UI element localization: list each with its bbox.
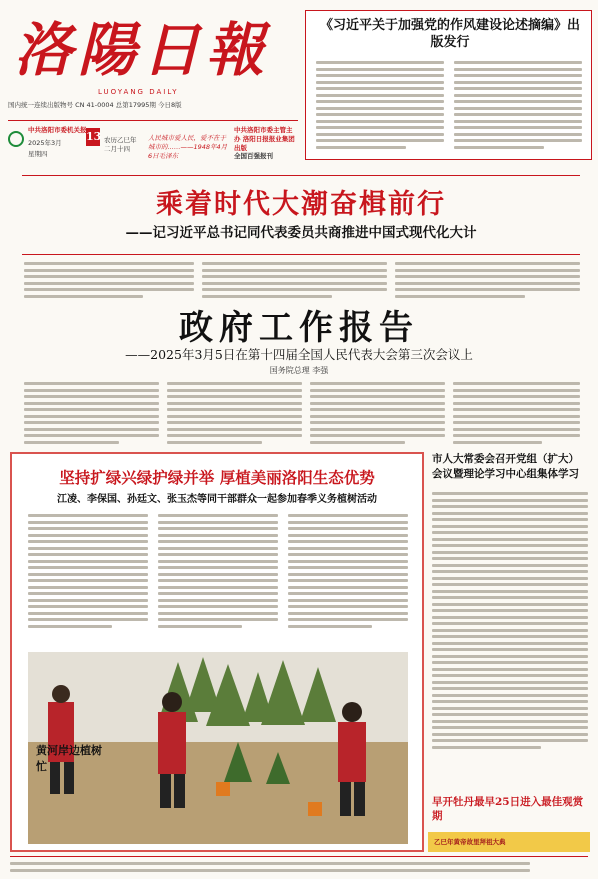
right-column [428,452,590,852]
main-headline-box[interactable] [22,175,580,255]
info-bar [8,120,298,162]
publisher-label: 中共洛阳市委机关报 [28,126,87,134]
eco-story-title[interactable]: 坚持扩绿兴绿护绿并举 厚植美丽洛阳生态优势 [59,468,375,487]
headline-text-col-1 [24,262,194,301]
gov-report-author: 国务院总理 李强 [269,366,329,375]
headline-text-col-3 [395,262,580,301]
gov-report-title[interactable]: 政府工作报告 [179,308,419,348]
peony-title[interactable]: 早开牡丹最早25日进入最佳观赏期 [432,796,584,822]
advertisement[interactable] [428,832,590,852]
headline-text-col-2 [202,262,387,301]
main-headline[interactable]: 乘着时代大潮奋楫前行 [156,189,446,220]
footer [10,856,588,876]
top-story-text-right [454,61,582,152]
photo-caption-title: 黄河岸边植树忙 [36,744,102,773]
gov-text-col-1 [24,382,159,447]
top-story-box[interactable] [305,10,592,160]
issue-year: 2025年3月 [28,139,62,147]
eco-text-col-3 [288,514,408,631]
gov-text-col-4 [453,382,580,447]
masthead [8,10,298,115]
newspaper-english-name: LUOYANG DAILY [98,88,179,96]
tree-planting-photo [28,652,408,844]
gov-text-col-2 [167,382,302,447]
lunar-date: 农历乙巳年 二月十四 [104,136,137,153]
issue-weekday: 星期四 [28,150,48,158]
photo-caption [36,742,106,774]
npc-meeting-text [432,492,588,752]
ad-text: 乙巳年黄帝故里拜祖大典 [434,838,506,846]
party-emblem-icon [8,131,24,147]
slogan: 人民城市爱人民，爱不在于城市的……——1948年4月6日毛泽东 [148,134,228,160]
service-unit: 中共洛阳市委主管主办 洛阳日报报业集团出版 [234,126,295,152]
publication-number: 国内统一连续出版物号 CN 41-0004 总第17995期 今日8版 [8,101,182,109]
eco-text-col-2 [158,514,278,631]
top-story-text-left [316,61,444,152]
gov-report-subtitle: ——2025年3月5日在第十四届全国人民代表大会第三次会议上 [125,347,473,362]
eco-story-box[interactable] [10,452,424,852]
newspaper-logo: 洛陽日報 [14,16,271,84]
main-headline-subtitle: ——记习近平总书记同代表委员共商推进中国式现代化大计 [125,225,477,241]
eco-story-subtitle: 江凌、李保国、孙廷文、张玉杰等同干部群众一起参加春季义务植树活动 [57,494,377,505]
service-label: 全国百强报刊 [234,152,273,160]
npc-meeting-title[interactable]: 市人大常委会召开党组（扩大）会议暨理论学习中心组集体学习 [432,453,579,480]
gov-text-col-3 [310,382,445,447]
issue-day: 13 [86,128,100,146]
top-story-title[interactable]: 《习近平关于加强党的作风建设论述摘编》出版发行 [319,18,580,50]
eco-text-col-1 [28,514,148,631]
